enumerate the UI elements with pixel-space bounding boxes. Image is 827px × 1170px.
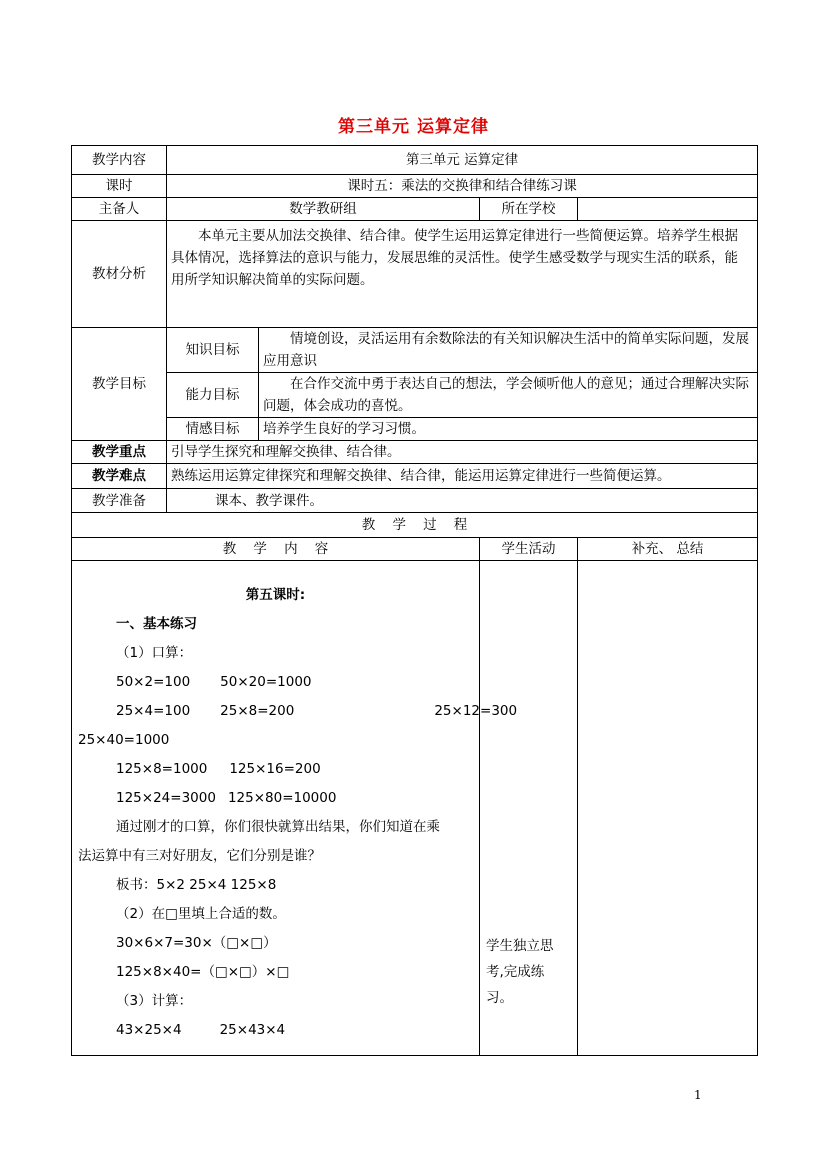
process-header: 教 学 过 程 (72, 513, 758, 538)
analysis-text: 本单元主要从加法交换律、结合律。使学生运用运算定律进行一些简便运算。培养学生根据具体情况，选择算法的意识与能力，发展思维的灵活性。使学生感受数学与现实生活的联系，能用所学知识解决简单的实际问题。 (167, 221, 758, 328)
calc-item: 25×43×4 (219, 1022, 286, 1038)
oral-line-5 (72, 784, 479, 813)
school-value (578, 198, 758, 221)
calc-item: 43×25×4 (116, 1022, 182, 1038)
student-activity-text: 学生独立思考,完成练习。 (486, 938, 554, 1006)
board-line: 板书：5×2 25×4 125×8 (116, 877, 277, 893)
notes-cell (578, 561, 758, 1056)
col-student-header: 学生活动 (480, 538, 578, 561)
oral-line-4 (72, 755, 479, 784)
calc-item: 125×16=200 (229, 761, 321, 777)
row-content (72, 146, 758, 175)
calc-item: 25×8=200 (220, 703, 295, 719)
knowledge-text: 情境创设，灵活运用有余数除法的有关知识解决生活中的简单实际问题，发展应用意识 (259, 328, 758, 373)
row-preparer (72, 198, 758, 221)
calc-item: 50×2=100 (116, 674, 191, 690)
content-value: 第三单元 运算定律 (167, 146, 758, 175)
row-analysis (72, 221, 758, 328)
calc-line-1 (72, 1016, 479, 1045)
goals-label: 教学目标 (72, 328, 167, 441)
student-activity-cell (480, 561, 578, 1056)
calc-item: 125×80=10000 (227, 790, 337, 806)
row-process-header (72, 513, 758, 538)
question-line-2: 法运算中有三对好朋友，它们分别是谁？ (78, 848, 321, 864)
oral-line-3: 25×40=1000 (78, 732, 170, 748)
row-prep (72, 489, 758, 513)
period-label: 课时 (72, 175, 167, 198)
calc-label: （3）计算： (116, 993, 193, 1009)
col-content-header: 教 学 内 容 (72, 538, 480, 561)
period-value: 课时五：乘法的交换律和结合律练习课 (167, 175, 758, 198)
calc-item: 25×4=100 (116, 703, 191, 719)
row-emotion (72, 418, 758, 441)
fill-line-1: 30×6×7=30×（□×□） (116, 935, 277, 951)
col-notes-header: 补充、 总结 (578, 538, 758, 561)
page-title: 第三单元 运算定律 (338, 117, 489, 137)
row-body (72, 561, 758, 1056)
ability-label: 能力目标 (167, 373, 259, 418)
row-focus (72, 441, 758, 464)
focus-label: 教学重点 (72, 441, 167, 464)
calc-item: 125×24=3000 (116, 790, 216, 806)
row-period (72, 175, 758, 198)
row-ability (72, 373, 758, 418)
prep-label: 教学准备 (72, 489, 167, 513)
preparer-value: 数学教研组 (167, 198, 480, 221)
prep-text: 课本、教学课件。 (167, 489, 758, 513)
analysis-label: 教材分析 (72, 221, 167, 328)
row-difficulty (72, 464, 758, 489)
lesson-plan-table (71, 145, 758, 1056)
preparer-label: 主备人 (72, 198, 167, 221)
focus-text: 引导学生探究和理解交换律、结合律。 (167, 441, 758, 464)
emotion-text: 培养学生良好的学习习惯。 (259, 418, 758, 441)
calc-item: 125×8=1000 (116, 761, 208, 777)
fill-label: （2）在□里填上合适的数。 (116, 906, 286, 922)
page-number: 1 (694, 1088, 702, 1102)
calc-item: 25×12=300 (434, 703, 518, 719)
content-label: 教学内容 (72, 146, 167, 175)
school-label: 所在学校 (480, 198, 578, 221)
calc-item: 50×20=1000 (220, 674, 312, 690)
lesson-title: 第五课时: (245, 587, 306, 603)
ability-text: 在合作交流中勇于表达自己的想法，学会倾听他人的意见；通过合理解决实际问题，体会成功的喜悦。 (259, 373, 758, 418)
row-knowledge (72, 328, 758, 373)
oral-line-2 (72, 697, 518, 726)
oral-line-1 (72, 668, 479, 697)
question-line-1: 通过刚才的口算，你们很快就算出结果，你们知道在乘 (116, 819, 440, 835)
section-basic-practice: 一、基本练习 (116, 616, 197, 632)
emotion-label: 情感目标 (167, 418, 259, 441)
difficulty-label: 教学难点 (72, 464, 167, 489)
difficulty-text: 熟练运用运算定律探究和理解交换律、结合律，能运用运算定律进行一些简便运算。 (167, 464, 758, 489)
row-columns (72, 538, 758, 561)
knowledge-label: 知识目标 (167, 328, 259, 373)
teaching-content-cell (72, 561, 518, 1056)
oral-label: （1）口算： (116, 645, 193, 661)
fill-line-2: 125×8×40=（□×□）×□ (116, 964, 290, 980)
